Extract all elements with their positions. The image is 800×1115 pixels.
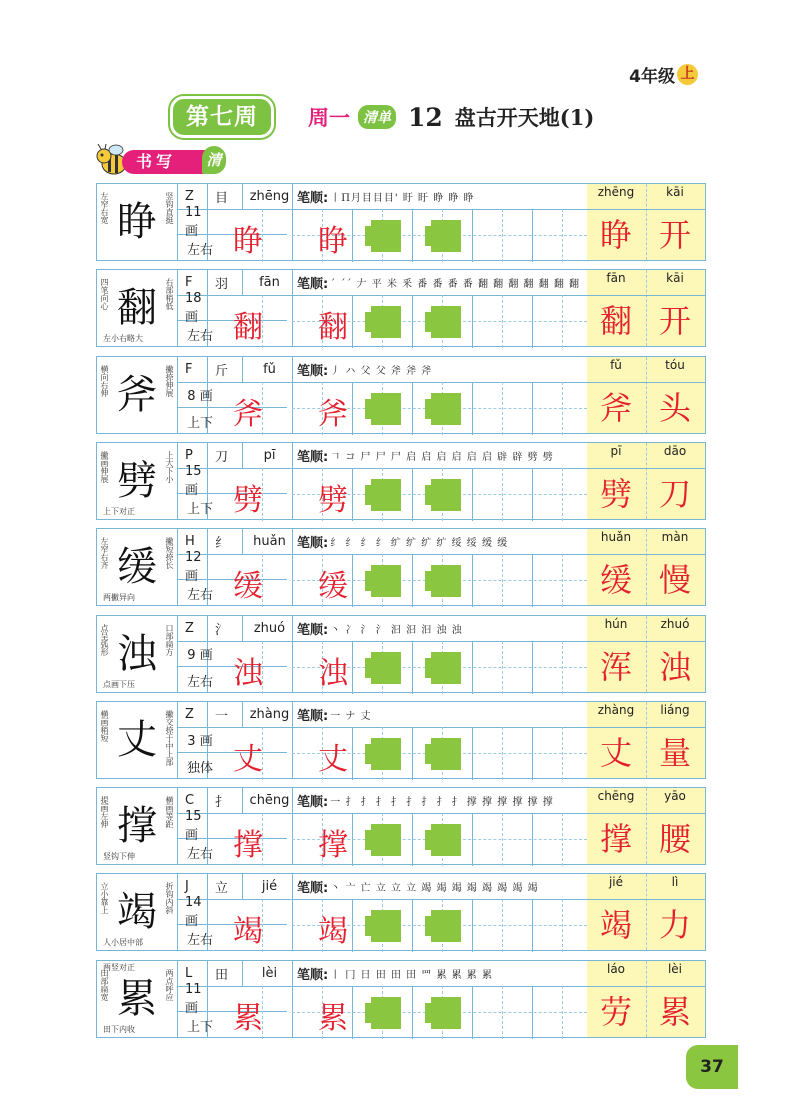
grid-line: [242, 529, 243, 554]
word-area: [587, 270, 705, 346]
model-character: 翻: [117, 285, 157, 331]
stroke-sequence: ´ ´´ 𠂇 平 米 釆 番 番 番 番 翻 翻 翻 翻 翻 翻 翻: [330, 279, 581, 290]
structure: 左右: [186, 587, 213, 603]
writing-tip: 点呈弧形: [100, 624, 109, 656]
practice-character: 斧: [318, 397, 348, 432]
section-title: 书写: [122, 150, 216, 174]
writing-tip: 上下对正: [103, 507, 135, 516]
practice-character: 斧: [233, 397, 263, 432]
grade-badge: 上: [677, 64, 698, 85]
stroke-sequence: 纟 纟 纟 纟 纩 纩 纩 纩 绥 绥 缓 缓: [330, 538, 509, 549]
pinyin: jié: [261, 879, 278, 894]
word-character: 竭: [599, 906, 632, 944]
stroke-count: 12 画: [185, 549, 202, 584]
model-character: 劈: [117, 458, 157, 504]
week-badge: 第七周: [170, 96, 274, 138]
grade-label: [629, 62, 698, 87]
radical: 一: [215, 709, 229, 724]
word-pinyin: kāi: [666, 271, 684, 285]
word-character: 开: [658, 216, 691, 254]
word-pinyin: jié: [608, 875, 624, 889]
grid-line: [292, 529, 293, 605]
grid-line: [292, 357, 293, 433]
list-badge: 清单: [358, 105, 396, 129]
model-character: 撑: [117, 803, 157, 849]
practice-character: 累: [233, 1001, 263, 1036]
index-letter: J: [185, 879, 189, 894]
index-letter: Z: [185, 707, 194, 722]
stroke-order-label: 笔顺:: [297, 536, 329, 551]
character-entry: [96, 183, 706, 261]
writing-tip: 横画等距: [165, 796, 174, 828]
stroke-order: [297, 961, 585, 986]
word-pinyin: màn: [661, 530, 689, 544]
character-model-cell: [97, 874, 178, 950]
practice-character: 睁: [318, 224, 348, 259]
writing-tip: 横向右伸: [100, 365, 109, 397]
radical: 刀: [215, 450, 229, 465]
stroke-order-label: 笔顺:: [297, 450, 329, 465]
pinyin: chēng: [249, 793, 290, 808]
radical: 斤: [215, 364, 229, 379]
writing-tip: 横画稍短: [100, 710, 109, 742]
character-model-cell: [97, 616, 178, 692]
word-area: [587, 529, 705, 605]
practice-box: [431, 738, 461, 770]
practice-character: 浊: [233, 656, 263, 691]
index-letter: F: [185, 362, 193, 377]
word-character: 丈: [599, 734, 632, 772]
character-entry: [96, 873, 706, 951]
word-area: [587, 874, 705, 950]
practice-character: 翻: [233, 310, 263, 345]
model-character: 睁: [117, 199, 157, 245]
practice-character: 翻: [318, 310, 348, 345]
word-character: 浑: [599, 648, 632, 686]
pinyin: lèi: [261, 966, 278, 981]
word-pinyin: hún: [604, 617, 628, 631]
word-character: 缓: [599, 561, 632, 599]
word-pinyin: lì: [671, 875, 679, 889]
practice-character: 撑: [318, 828, 348, 863]
stroke-count: 14 画: [185, 894, 202, 929]
section-badge: 清: [202, 146, 226, 174]
model-character: 累: [117, 976, 157, 1022]
word-character: 量: [658, 734, 691, 772]
radical: 田: [215, 968, 229, 983]
stroke-order-label: 笔顺:: [297, 968, 329, 983]
character-model-cell: [97, 529, 178, 605]
word-area: [587, 184, 705, 260]
writing-tip: 右部稍低: [165, 278, 174, 310]
practice-box: [431, 910, 461, 942]
practice-box: [431, 565, 461, 597]
stroke-sequence: 丿 ハ 父 父 斧 斧 斧: [330, 366, 433, 377]
word-pinyin: tóu: [665, 358, 685, 372]
word-character: 斧: [599, 389, 632, 427]
writing-tip: 人小居中部: [103, 938, 143, 947]
practice-character: 浊: [318, 656, 348, 691]
writing-tip: 田下内收: [103, 1025, 135, 1034]
model-character: 斧: [117, 372, 157, 418]
lesson-title: 盘古开天地(1): [454, 105, 595, 130]
practice-box: [371, 997, 401, 1029]
stroke-count: 11 画: [185, 981, 202, 1016]
stroke-sequence: 丶 亠 亡 立 立 立 竭 竭 竭 竭 竭 竭 竭 竭: [330, 883, 539, 894]
grid-line: [242, 874, 243, 899]
writing-tip: 左小右略大: [103, 334, 143, 343]
word-character: 开: [658, 302, 691, 340]
writing-tip: 撇画伸展: [100, 451, 109, 483]
writing-tip: 竖钩下伸: [103, 852, 135, 861]
word-area: [587, 616, 705, 692]
practice-box: [431, 652, 461, 684]
structure: 左右: [186, 242, 213, 258]
structure: 左右: [186, 932, 213, 948]
index-letter: L: [185, 966, 193, 981]
stroke-count: 15 画: [185, 463, 202, 498]
stroke-count: 18 画: [185, 290, 202, 325]
stroke-order-label: 笔顺:: [297, 623, 329, 638]
grid-line: [292, 702, 293, 778]
grid-line: [242, 184, 243, 209]
index-letter: H: [185, 534, 195, 549]
grid-line: [292, 874, 293, 950]
radical: 扌: [215, 795, 229, 810]
index-letter: P: [185, 448, 193, 463]
practice-box: [371, 738, 401, 770]
grid-line: [242, 443, 243, 468]
writing-tip: 撇交捺于中上部: [165, 710, 174, 766]
character-entry: [96, 615, 706, 693]
model-character: 竭: [117, 889, 157, 935]
structure: 独体: [186, 760, 213, 776]
word-character: 浊: [658, 648, 691, 686]
grid-line: [242, 702, 243, 727]
practice-box: [431, 824, 461, 856]
practice-character: 竭: [233, 914, 263, 949]
radical: 纟: [215, 536, 229, 551]
practice-box: [371, 393, 401, 425]
writing-tip: 两竖对正: [103, 963, 135, 972]
writing-tip: 两点呼应: [165, 969, 174, 1001]
practice-box: [371, 220, 401, 252]
character-model-cell: [97, 961, 178, 1037]
character-model-cell: [97, 702, 178, 778]
stroke-order-label: 笔顺:: [297, 277, 329, 292]
stroke-order: [297, 184, 585, 209]
word-area: [587, 357, 705, 433]
index-letter: F: [185, 275, 193, 290]
stroke-count: 3 画: [187, 734, 213, 749]
writing-tip: 竖钩直挺: [165, 192, 174, 224]
grid-line: [242, 616, 243, 641]
word-character: 撑: [599, 820, 632, 858]
pinyin: fān: [259, 275, 280, 290]
word-pinyin: dāo: [663, 444, 687, 458]
grid-line: [292, 788, 293, 864]
stroke-order-label: 笔顺:: [297, 795, 329, 810]
grid-line: [292, 270, 293, 346]
character-entry: [96, 787, 706, 865]
stroke-order: [297, 443, 585, 468]
word-pinyin: fǔ: [610, 358, 622, 372]
stroke-sequence: 𠃍 コ 尸 尸 尸 启 启 启 启 启 启 辟 辟 劈 劈: [330, 452, 554, 463]
character-entry: [96, 528, 706, 606]
practice-character: 睁: [233, 224, 263, 259]
lesson-number: 12: [408, 102, 443, 132]
writing-tip: 田部扁宽: [100, 969, 109, 1001]
grid-line: [292, 961, 293, 1037]
practice-character: 缓: [233, 569, 263, 604]
character-model-cell: [97, 788, 178, 864]
pinyin: fǔ: [263, 362, 276, 377]
writing-tip: 左窄右齐: [100, 537, 109, 569]
practice-character: 竭: [318, 914, 348, 949]
stroke-sequence: 一 ナ 丈: [330, 711, 372, 722]
character-entry: [96, 960, 706, 1038]
practice-box: [431, 393, 461, 425]
stroke-count: 15 画: [185, 808, 202, 843]
stroke-order: [297, 357, 585, 382]
writing-tip: 撇短捺长: [165, 537, 174, 569]
pinyin: huǎn: [253, 534, 286, 549]
stroke-order-label: 笔顺:: [297, 191, 329, 206]
practice-box: [431, 306, 461, 338]
word-pinyin: zhuó: [660, 617, 690, 631]
word-character: 累: [658, 993, 691, 1031]
grid-line: [242, 961, 243, 986]
practice-character: 劈: [233, 483, 263, 518]
radical: 目: [215, 191, 229, 206]
section-header: [92, 144, 227, 178]
pinyin: zhàng: [249, 707, 290, 722]
radical: 氵: [215, 623, 229, 638]
word-character: 力: [658, 906, 691, 944]
word-character: 劳: [599, 993, 632, 1031]
index-letter: C: [185, 793, 195, 808]
day-label: 周一: [308, 105, 350, 130]
writing-tip: 折钩内斜: [165, 882, 174, 914]
writing-tip: 立小靠上: [100, 882, 109, 914]
model-character: 缓: [117, 544, 157, 590]
practice-box: [371, 565, 401, 597]
word-area: [587, 443, 705, 519]
word-character: 刀: [658, 475, 691, 513]
practice-box: [371, 652, 401, 684]
character-entry: [96, 442, 706, 520]
stroke-sequence: 丨Π月目目目' 盱 盱 睁 睁 睁: [330, 193, 475, 204]
practice-box: [431, 479, 461, 511]
practice-box: [371, 479, 401, 511]
stroke-sequence: 一 扌 扌 扌 扌 扌 扌 扌 扌 撑 撑 撑 撑 撑 撑: [330, 797, 554, 808]
lesson-title-row: [308, 102, 594, 132]
practice-box: [371, 306, 401, 338]
character-model-cell: [97, 443, 178, 519]
writing-tip: 左窄右宽: [100, 192, 109, 224]
writing-tip: 四笔向心: [100, 278, 109, 310]
grid-line: [292, 616, 293, 692]
structure: 上下: [186, 1019, 213, 1035]
stroke-order: [297, 874, 585, 899]
stroke-order: [297, 616, 585, 641]
radical: 羽: [215, 277, 229, 292]
stroke-count: 8 画: [187, 389, 213, 404]
stroke-order: [297, 529, 585, 554]
writing-tip: 两撇异向: [103, 593, 135, 602]
structure: 上下: [186, 415, 213, 431]
practice-box: [371, 824, 401, 856]
word-pinyin: fān: [606, 271, 626, 285]
practice-character: 缓: [318, 569, 348, 604]
structure: 左右: [186, 328, 213, 344]
structure: 上下: [186, 501, 213, 517]
practice-character: 丈: [318, 742, 348, 777]
practice-character: 丈: [233, 742, 263, 777]
word-pinyin: lèi: [667, 962, 683, 976]
word-area: [587, 702, 705, 778]
stroke-sequence: 丨 冂 日 田 田 田 罒 累 累 累 累: [330, 970, 493, 981]
word-pinyin: chēng: [597, 789, 635, 803]
stroke-order-label: 笔顺:: [297, 709, 329, 724]
stroke-order-label: 笔顺:: [297, 881, 329, 896]
word-pinyin: yāo: [664, 789, 686, 803]
character-model-cell: [97, 270, 178, 346]
word-character: 劈: [599, 475, 632, 513]
word-pinyin: pī: [610, 444, 622, 458]
writing-tip: 口部扁方: [165, 624, 174, 656]
word-pinyin: huǎn: [600, 530, 632, 544]
stroke-order: [297, 270, 585, 295]
practice-box: [431, 997, 461, 1029]
stroke-order: [297, 702, 585, 727]
stroke-count: 9 画: [187, 648, 213, 663]
pinyin: pī: [263, 448, 276, 463]
character-entry: [96, 269, 706, 347]
pinyin: zhuó: [253, 621, 286, 636]
stroke-order-label: 笔顺:: [297, 364, 329, 379]
word-character: 头: [658, 389, 691, 427]
word-pinyin: kāi: [666, 185, 684, 199]
writing-tip: 点画下压: [103, 680, 135, 689]
word-character: 翻: [599, 302, 632, 340]
radical: 立: [215, 881, 229, 896]
stroke-sequence: 丶 冫 氵 氵 汩 汩 汩 浊 浊: [330, 625, 463, 636]
model-character: 浊: [117, 631, 157, 677]
grid-line: [292, 184, 293, 260]
stroke-order: [297, 788, 585, 813]
practice-box: [371, 910, 401, 942]
word-pinyin: zhēng: [597, 185, 635, 199]
word-area: [587, 788, 705, 864]
word-pinyin: zhàng: [597, 703, 635, 717]
practice-character: 劈: [318, 483, 348, 518]
word-pinyin: liáng: [660, 703, 690, 717]
character-model-cell: [97, 357, 178, 433]
word-character: 睁: [599, 216, 632, 254]
practice-box: [431, 220, 461, 252]
stroke-count: 11 画: [185, 204, 202, 239]
word-character: 慢: [658, 561, 691, 599]
practice-character: 累: [318, 1001, 348, 1036]
grid-line: [292, 443, 293, 519]
model-character: 丈: [117, 717, 157, 763]
word-character: 腰: [658, 820, 691, 858]
writing-tip: 撇捺伸展: [165, 365, 174, 397]
writing-tip: 上大下小: [165, 451, 174, 483]
pinyin: zhēng: [249, 189, 290, 204]
grid-line: [242, 357, 243, 382]
character-model-cell: [97, 184, 178, 260]
practice-character: 撑: [233, 828, 263, 863]
grid-line: [242, 270, 243, 295]
grade-text: 4年级: [629, 67, 675, 87]
word-area: [587, 961, 705, 1037]
structure: 左右: [186, 674, 213, 690]
grid-line: [242, 788, 243, 813]
page-number: 37: [686, 1045, 738, 1089]
character-entry: [96, 356, 706, 434]
character-entry: [96, 701, 706, 779]
index-letter: Z: [185, 621, 194, 636]
structure: 左右: [186, 846, 213, 862]
word-pinyin: láo: [606, 962, 626, 976]
index-letter: Z: [185, 189, 194, 204]
writing-tip: 提画左伸: [100, 796, 109, 828]
